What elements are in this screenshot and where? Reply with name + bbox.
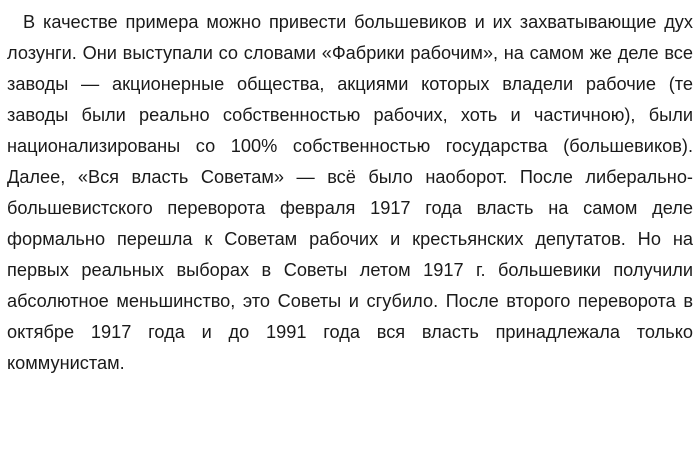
body-paragraph: В качестве примера можно привести большевиков и их захватывающие дух лозунги. Они выступали со словами «Фабрики рабочим», на самом же деле все заводы — акционерные общества, акциями которых владели рабочие (те заводы были реально собственностью рабочих, хоть и частичною), были национализированы со 100% собственностью государства (большевиков). Далее, «Вся власть Советам» — всё было наоборот. После либерально-большевистского переворота февраля 1917 года власть на самом деле формально перешла к Советам рабочих и крестьянских депутатов. Но на первых реальных выборах в Советы летом 1917 г. большевики получили абсолютное меньшинство, это Советы и сгубило. После второго переворота в октябре 1917 года и до 1991 года вся власть принадлежала только коммунистам. (7, 12, 693, 373)
document-page (7, 7, 693, 379)
